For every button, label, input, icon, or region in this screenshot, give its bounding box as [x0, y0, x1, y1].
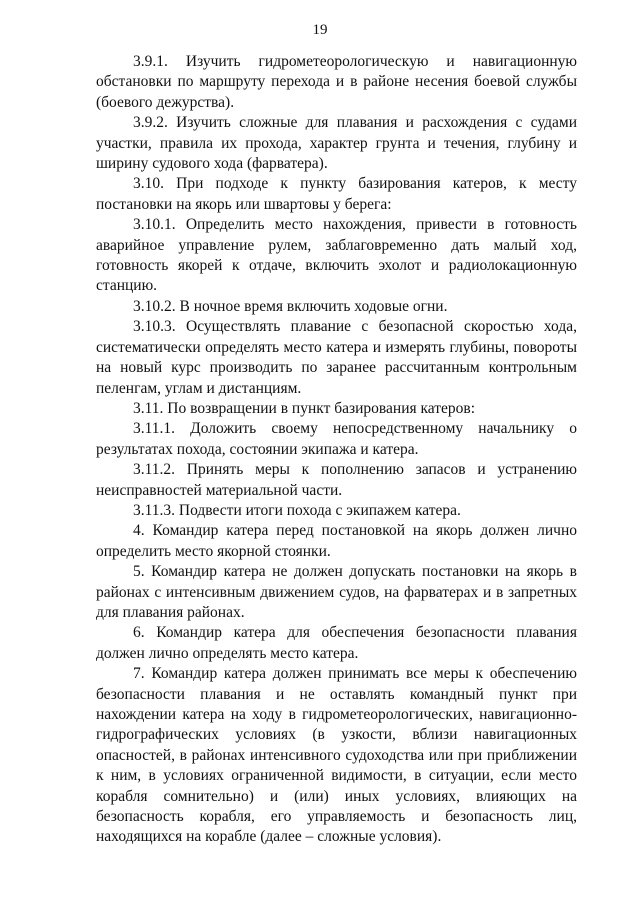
paragraph-3-11-2: 3.11.2. Принять меры к пополнению запасов и устранению неисправностей материальной части.	[96, 461, 577, 499]
paragraph-3-10-2: 3.10.2. В ночное время включить ходовые огни.	[133, 297, 448, 315]
paragraph-3-11-1: 3.11.1. Доложить своему непосредственному начальнику о результатах похода, состоянии экипажа и катера.	[96, 420, 577, 458]
paragraph-3-10-3: 3.10.3. Осуществлять плавание с безопасной скоростью хода, систематически определять место катера и измерять глубины, повороты на новый курс производить по заранее рассчитанным контрольным пеленгам, углам и дистанциям.	[96, 318, 577, 397]
paragraph-3-9-2: 3.9.2. Изучить сложные для плавания и расхождения с судами участки, правила их прохода, характер грунта и течения, глубину и ширину судового хода (фарватера).	[96, 114, 577, 173]
paragraph-3-11-3: 3.11.3. Подвести итоги похода с экипажем катера.	[133, 501, 461, 519]
paragraph-6: 6. Командир катера для обеспечения безопасности плавания должен лично определять место катера.	[96, 624, 577, 662]
paragraph-7: 7. Командир катера должен принимать все меры к обеспечению безопасности плавания и не оставлять командный пункт при нахождении катера на ходу в гидрометеорологических, навигационно-гидрографических условиях (в узкости, вблизи навигационных опасностей, в районах интенсивного судоходства или при приближении к ним, в условиях ограниченной видимости, в ситуации, если место корабля сомнительно) и (или) иных условиях, влияющих на безопасность корабля, его управляемость и безопасность лиц, находящихся на корабле (далее – сложные условия).	[96, 665, 577, 846]
paragraph-3-10-1: 3.10.1. Определить место нахождения, привести в готовность аварийное управление рулем, заблаговременно дать малый ход, готовность якорей к отдаче, включить эхолот и радиолокационную станцию.	[96, 216, 577, 295]
paragraph-4: 4. Командир катера перед постановкой на якорь должен лично определить место якорной стоянки.	[96, 522, 577, 560]
paragraph-3-9-1: 3.9.1. Изучить гидрометеорологическую и навигационную обстановки по маршруту перехода и в районе несения боевой службы (боевого дежурства).	[96, 53, 577, 111]
paragraph-3-10: 3.10. При подходе к пункту базирования катеров, к месту постановки на якорь или швартовы у берега:	[96, 175, 577, 213]
page-number: 19	[312, 22, 328, 38]
document-body	[96, 52, 577, 848]
paragraph-5: 5. Командир катера не должен допускать постановки на якорь в районах с интенсивным движением судов, на фарватерах и в запретных для плавания районах.	[96, 563, 577, 621]
paragraph-3-11: 3.11. По возвращении в пункт базирования катеров:	[133, 399, 476, 417]
